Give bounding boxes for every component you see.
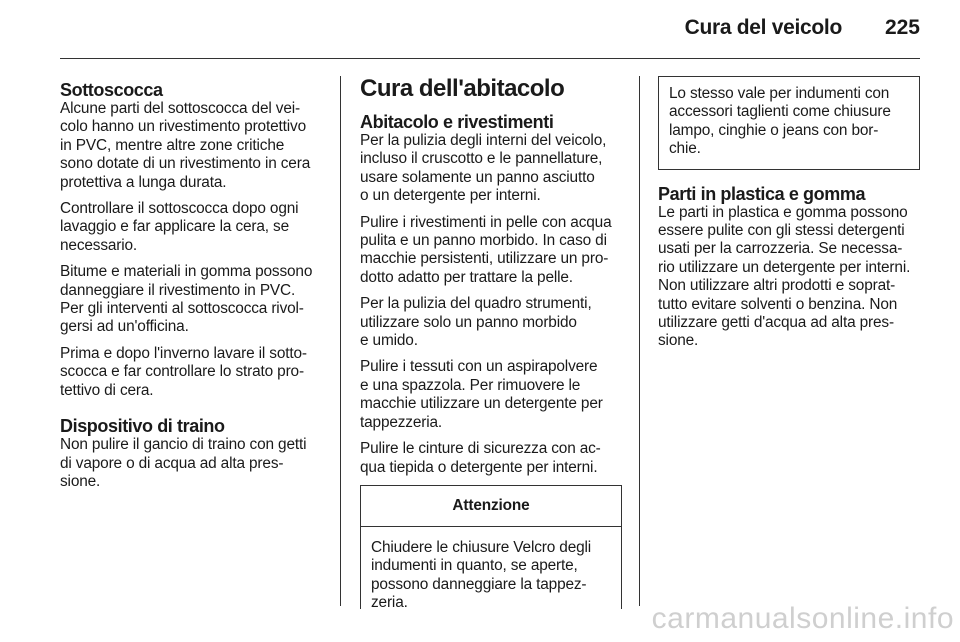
paragraph: Controllare il sottoscocca dopo ogni lavaggio e far applicare la cera, se necessario.	[60, 200, 299, 254]
watermark: carmanualsonline.info	[651, 602, 954, 635]
warning-text: Chiudere le chiusure Velcro degli indumenti in quanto, se aperte, possono danneggiare la tappez- zeria.	[371, 538, 592, 612]
paragraph: Le parti in plastica e gomma possono essere pulite con gli stessi detergenti usati per la carrozzeria. Se necessa- rio utilizzare un detergente per interni. Non utilizzare altri prodotti e soprat- tutto evitare solventi o benzina. Non utilizzare getti d'acqua ad alta pres- sione.	[658, 203, 911, 350]
running-header-title: Cura del veicolo	[684, 16, 842, 39]
chapter-heading: Cura dell'abitacolo	[360, 75, 565, 102]
paragraph: Per la pulizia del quadro strumenti, utilizzare solo un panno morbido e umido.	[360, 295, 592, 350]
paragraph: Pulire i tessuti con un aspirapolvere e una spazzola. Per rimuovere le macchie utilizzare un detergente per tappezzeria.	[360, 358, 603, 431]
section-heading-abitacolo: Abitacolo e rivestimenti	[360, 112, 554, 132]
paragraph: Alcune parti del sottoscocca del vei- colo hanno un rivestimento protettivo in PVC, mentre altre zone critiche sono dotate di un rivestimento in cera protettiva a lunga durata.	[60, 100, 311, 191]
header-divider	[60, 58, 920, 59]
paragraph: Non pulire il gancio di traino con getti di vapore o di acqua ad alta pres- sione.	[60, 436, 307, 490]
paragraph: Pulire i rivestimenti in pelle con acqua pulita e un panno morbido. In caso di macchie persistenti, utilizzare un pro- dotto adatto per trattare la pelle.	[360, 213, 612, 286]
paragraph: Bitume e materiali in gomma possono danneggiare il rivestimento in PVC. Per gli interventi al sottoscocca rivol- gersi ad un'officina.	[60, 263, 313, 336]
paragraph: Pulire le cinture di sicurezza con ac- qua tiepida o detergente per interni.	[360, 440, 601, 476]
column-3	[658, 76, 920, 359]
paragraph: Per la pulizia degli interni del veicolo, incluso il cruscotto e le pannellature, usare solamente un panno asciutto o un detergente per interni.	[360, 132, 607, 205]
column-1	[60, 80, 332, 499]
section-heading-sottoscocca: Sottoscocca	[60, 80, 163, 100]
section-heading-plastica-gomma: Parti in plastica e gomma	[658, 183, 866, 204]
warning-title: Attenzione	[361, 485, 621, 527]
paragraph: Prima e dopo l'inverno lavare il sotto- scocca e far controllare lo strato pro- tettivo di cera.	[60, 344, 307, 399]
warning-continued-text: Lo stesso vale per indumenti con accessori taglienti come chiusure lampo, cinghie o jeans con bor- chie.	[669, 85, 891, 158]
column-divider-1	[340, 76, 341, 606]
section-heading-dispositivo-traino: Dispositivo di traino	[60, 416, 225, 437]
page-number: 225	[884, 16, 920, 39]
warning-box	[360, 485, 622, 612]
continued-warning-box	[658, 76, 920, 170]
column-divider-2	[639, 76, 640, 606]
column-2	[360, 75, 622, 612]
